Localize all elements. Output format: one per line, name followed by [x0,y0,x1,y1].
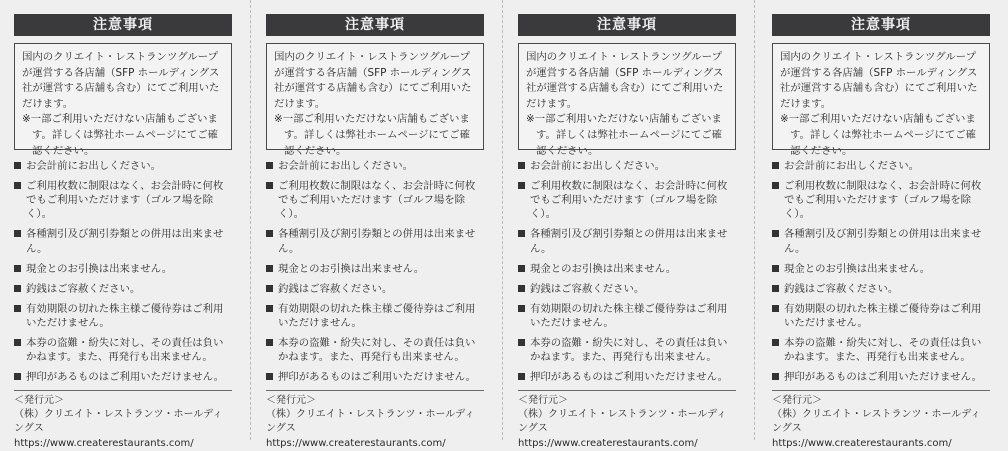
issuer-info [266,394,484,451]
rule-item [266,262,484,276]
rule-item [518,179,736,222]
perforation-line [250,0,251,440]
rule-item [772,370,990,384]
title-bar: 注意事項 [772,14,990,36]
square-bullet-icon [266,162,273,169]
square-bullet-icon [14,182,21,189]
issuer-url: https://www.createrestaurants.com/ [14,437,194,449]
rule-text: 釣銭はご容赦ください。 [530,282,645,295]
rule-text: 各種割引及び割引券類との併用は出来ません。 [530,228,728,255]
rule-text: 押印があるものはご利用いただけません。 [530,371,729,384]
square-bullet-icon [772,373,779,380]
rule-text: 本券の盗難・紛失に対し、その責任は負いかねます。また、再発行も出来ません。 [278,336,476,364]
rule-item [518,282,736,296]
issuer-url: https://www.createrestaurants.com/ [518,437,698,449]
rule-text: 押印があるものはご利用いただけません。 [784,371,983,384]
rule-item [266,302,484,330]
square-bullet-icon [14,230,21,237]
square-bullet-icon [518,305,525,312]
issuer-info [772,394,990,451]
rule-item [14,336,232,364]
rule-item [518,370,736,384]
divider [266,390,484,391]
rule-item [266,159,484,173]
square-bullet-icon [266,230,273,237]
rules-list [518,159,736,384]
rule-item [772,302,990,330]
rules-list [266,159,484,384]
rule-item [518,159,736,173]
issuer-label: ＜発行元＞ [266,395,316,407]
square-bullet-icon [518,265,525,272]
square-bullet-icon [772,265,779,272]
rule-item [772,159,990,173]
square-bullet-icon [14,305,21,312]
notice-main-text: 国内のクリエイト・レストランツグループが運営する各店舗（SFP ホールディングス社が運営する店舗も含む）にてご利用いただけます。 [526,51,724,110]
rule-item [14,227,232,255]
square-bullet-icon [14,265,21,272]
issuer-info [518,394,736,451]
rule-item [266,336,484,364]
notice-note-text: ※一部ご利用いただけない店舗もございます。詳しくは弊社ホームページにてご確認ください。 [274,113,470,157]
divider [14,390,232,391]
rule-text: 各種割引及び割引券類との併用は出来ません。 [26,228,224,255]
perforation-line [502,0,503,440]
rule-item [772,179,990,222]
rule-text: 現金とのお引換は出来ません。 [530,262,677,275]
rule-text: お会計前にお出しください。 [26,160,162,172]
rule-item [772,227,990,255]
rule-text: 有効期限の切れた株主様ご優待券はご利用いただけません。 [278,302,476,329]
title-bar: 注意事項 [14,14,232,36]
square-bullet-icon [772,230,779,237]
rule-text: 本券の盗難・紛失に対し、その責任は負いかねます。また、再発行も出来ません。 [26,336,224,364]
divider [518,390,736,391]
issuer-label: ＜発行元＞ [772,395,822,407]
rule-text: 本券の盗難・紛失に対し、その責任は負いかねます。また、再発行も出来ません。 [784,336,982,364]
issuer-company: （株）クリエイト・レストランツ・ホールディングス [772,409,981,435]
rule-text: 押印があるものはご利用いただけません。 [278,371,477,384]
rule-text: 有効期限の切れた株主様ご優待券はご利用いただけません。 [530,302,728,329]
square-bullet-icon [772,305,779,312]
rule-text: 釣銭はご容赦ください。 [26,282,141,295]
issuer-url: https://www.createrestaurants.com/ [266,437,446,449]
rule-text: 各種割引及び割引券類との併用は出来ません。 [278,228,476,255]
rule-item [772,336,990,364]
square-bullet-icon [518,162,525,169]
square-bullet-icon [518,285,525,292]
rule-text: 各種割引及び割引券類との併用は出来ません。 [784,228,982,255]
rule-text: 現金とのお引換は出来ません。 [26,262,173,275]
square-bullet-icon [266,373,273,380]
rule-text: 有効期限の切れた株主様ご優待券はご利用いただけません。 [784,302,982,329]
square-bullet-icon [266,339,273,346]
square-bullet-icon [518,339,525,346]
rule-item [518,336,736,364]
square-bullet-icon [772,162,779,169]
rule-text: ご利用枚数に制限はなく、お会計時に何枚でもご利用いただけます（ゴルフ場を除く）。 [530,180,728,221]
rule-item [14,159,232,173]
rule-item [266,179,484,222]
square-bullet-icon [266,265,273,272]
rule-text: 押印があるものはご利用いただけません。 [26,371,225,384]
square-bullet-icon [772,285,779,292]
rule-item [14,282,232,296]
square-bullet-icon [14,285,21,292]
rule-text: ご利用枚数に制限はなく、お会計時に何枚でもご利用いただけます（ゴルフ場を除く）。 [26,180,224,221]
perforation-line [754,0,755,440]
rule-text: 釣銭はご容赦ください。 [278,282,393,295]
square-bullet-icon [518,373,525,380]
voucher-ticket [772,14,990,449]
rule-text: 本券の盗難・紛失に対し、その責任は負いかねます。また、再発行も出来ません。 [530,336,728,364]
voucher-ticket [518,14,736,449]
notice-main-text: 国内のクリエイト・レストランツグループが運営する各店舗（SFP ホールディングス社が運営する店舗も含む）にてご利用いただけます。 [274,51,472,110]
issuer-label: ＜発行元＞ [14,395,64,407]
notice-box [14,43,232,157]
square-bullet-icon [14,373,21,380]
notice-main-text: 国内のクリエイト・レストランツグループが運営する各店舗（SFP ホールディングス社が運営する店舗も含む）にてご利用いただけます。 [22,51,220,110]
issuer-url: https://www.createrestaurants.com/ [772,437,952,449]
rule-text: お会計前にお出しください。 [530,160,666,172]
title-bar: 注意事項 [266,14,484,36]
rule-item [518,227,736,255]
issuer-company: （株）クリエイト・レストランツ・ホールディングス [518,409,727,435]
rule-text: 有効期限の切れた株主様ご優待券はご利用いただけません。 [26,302,224,329]
rule-text: ご利用枚数に制限はなく、お会計時に何枚でもご利用いただけます（ゴルフ場を除く）。 [278,180,476,221]
rule-item [14,262,232,276]
voucher-ticket [266,14,484,449]
square-bullet-icon [772,182,779,189]
square-bullet-icon [14,162,21,169]
rules-list [772,159,990,384]
notice-note-text: ※一部ご利用いただけない店舗もございます。詳しくは弊社ホームページにてご確認ください。 [22,113,218,157]
rule-item [266,227,484,255]
rule-item [772,262,990,276]
square-bullet-icon [518,182,525,189]
square-bullet-icon [266,305,273,312]
issuer-company: （株）クリエイト・レストランツ・ホールディングス [266,409,475,435]
rule-text: 釣銭はご容赦ください。 [784,282,899,295]
rule-item [518,262,736,276]
square-bullet-icon [14,339,21,346]
rule-item [14,302,232,330]
rule-item [266,370,484,384]
notice-box [772,43,990,157]
square-bullet-icon [772,339,779,346]
rule-item [14,179,232,222]
issuer-company: （株）クリエイト・レストランツ・ホールディングス [14,409,223,435]
rule-item [518,302,736,330]
divider [772,390,990,391]
issuer-info [14,394,232,451]
rule-text: 現金とのお引換は出来ません。 [784,262,931,275]
notice-box [518,43,736,157]
rule-text: 現金とのお引換は出来ません。 [278,262,425,275]
square-bullet-icon [518,230,525,237]
rules-list [14,159,232,384]
rule-text: お会計前にお出しください。 [784,160,920,172]
notice-note-text: ※一部ご利用いただけない店舗もございます。詳しくは弊社ホームページにてご確認ください。 [780,113,976,157]
voucher-ticket [14,14,232,449]
title-bar: 注意事項 [518,14,736,36]
notice-box [266,43,484,157]
notice-main-text: 国内のクリエイト・レストランツグループが運営する各店舗（SFP ホールディングス社が運営する店舗も含む）にてご利用いただけます。 [780,51,978,110]
rule-text: ご利用枚数に制限はなく、お会計時に何枚でもご利用いただけます（ゴルフ場を除く）。 [784,180,982,221]
notice-note-text: ※一部ご利用いただけない店舗もございます。詳しくは弊社ホームページにてご確認ください。 [526,113,722,157]
issuer-label: ＜発行元＞ [518,395,568,407]
rule-item [14,370,232,384]
rule-text: お会計前にお出しください。 [278,160,414,172]
rule-item [772,282,990,296]
square-bullet-icon [266,182,273,189]
rule-item [266,282,484,296]
square-bullet-icon [266,285,273,292]
